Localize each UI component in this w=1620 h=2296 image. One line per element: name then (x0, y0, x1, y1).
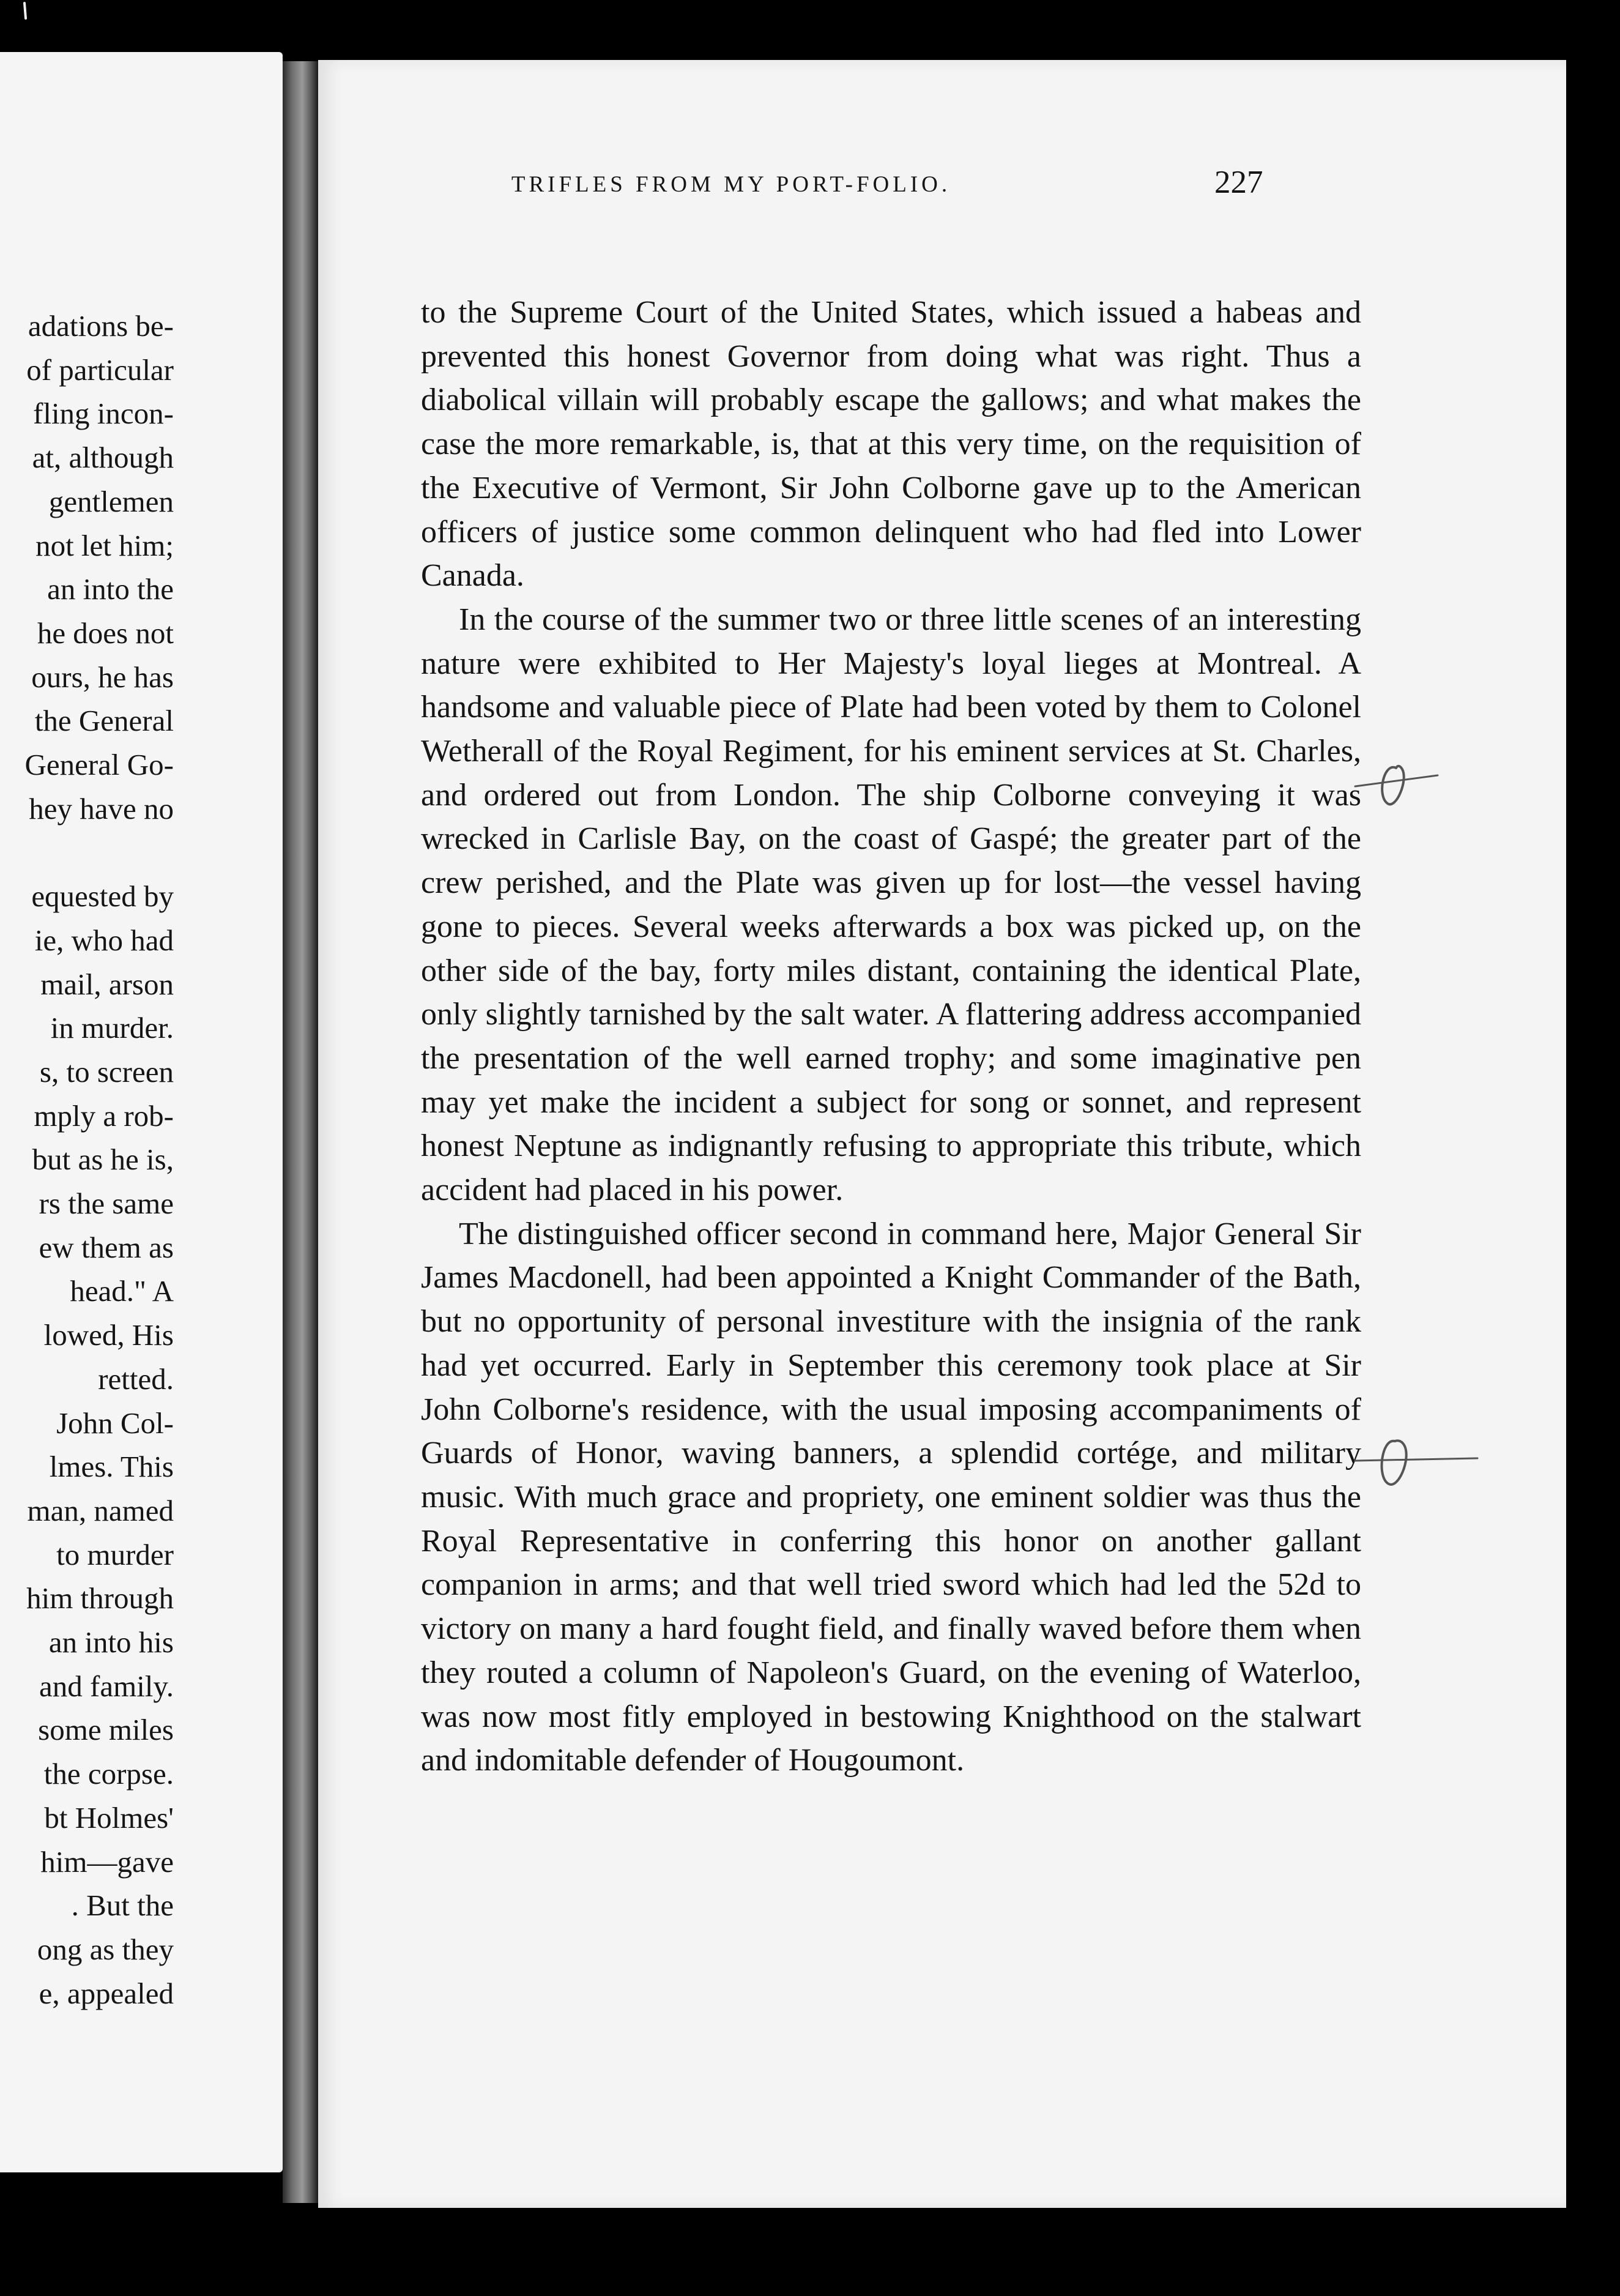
left-page-line: he does not (37, 616, 174, 650)
pencil-margin-mark-1 (1352, 744, 1444, 817)
paragraph-2: In the course of the summer two or three little scenes of an interesting nature were exhibited to Her Majesty's loyal lieges at Montreal. A handsome and valuable piece of Plate had been voted by them to Colonel Wetherall of the Royal Regiment, for his eminent services at St. Charles, and ordered out from London. The ship Colborne conveying it was wrecked in Carlisle Bay, on the coast of Gaspé; the greater part of the crew perished, and the Plate was given up for lost—the vessel having gone to pieces. Several weeks afterwards a box was picked up, on the other side of the bay, forty miles distant, containing the identical Plate, only slightly tarnished by the salt water. A flattering address accompanied the presentation of the well earned trophy; and some imaginative pen may yet make the incident a subject for song or sonnet, and represent honest Neptune as indignantly refusing to appropriate this tribute, which accident had placed in his power. (421, 602, 1361, 1208)
left-page-line: ie, who had (34, 923, 174, 957)
left-page-line: s, to screen (39, 1054, 174, 1089)
left-page-line: an into the (47, 572, 174, 606)
left-page-line: John Col- (56, 1406, 174, 1440)
left-page-line: General Go- (24, 748, 174, 781)
left-page-line: but as he is, (32, 1142, 174, 1177)
running-head: TRIFLES FROM MY PORT-FOLIO. (511, 172, 951, 197)
stray-mark-top-left (12, 0, 37, 31)
pencil-margin-mark-2 (1352, 1423, 1487, 1502)
left-page-line: retted. (98, 1362, 174, 1396)
left-page-line: an into his (48, 1625, 174, 1659)
left-page-line: ours, he has (31, 660, 174, 694)
left-page-line: rs the same (39, 1187, 174, 1220)
left-page-line: equested by (31, 879, 174, 914)
left-page-line: adations be- (28, 309, 174, 343)
paragraph-1: to the Supreme Court of the United States, which issued a habeas and prevented this honest Governor from doing what was right. Thus a diabolical villain will probably escape the gallows; and what makes the case the more remarkable, is, that at this very time, on the requisition of the Executive of Vermont, Sir John Colborne gave up to the American officers of justice some common delinquent who had fled into Lower Canada. (421, 295, 1361, 594)
left-facing-page (0, 52, 283, 2172)
left-page-line: lowed, His (43, 1318, 174, 1352)
left-page-line: gentlemen (48, 484, 174, 518)
left-page-line: lmes. This (49, 1450, 174, 1484)
left-page-line: head." A (70, 1274, 174, 1308)
left-page-line: in murder. (50, 1011, 174, 1045)
left-page-line: to murder (56, 1537, 174, 1571)
left-page-line: the corpse. (43, 1757, 174, 1791)
left-page-line: the General (34, 704, 174, 738)
left-page-line: e, appealed (39, 1976, 174, 2010)
left-page-line: mply a rob- (34, 1098, 174, 1133)
left-page-line: . But the (71, 1888, 174, 1923)
left-page-line: him through (26, 1581, 174, 1616)
left-page-line: some miles (38, 1713, 174, 1747)
left-page-line: at, although (32, 441, 174, 475)
book-gutter (283, 61, 318, 2203)
body-text (421, 291, 1361, 1783)
left-page-line: fling incon- (33, 397, 174, 431)
left-page-line: bt Holmes' (44, 1800, 174, 1835)
left-page-line: man, named (27, 1493, 174, 1527)
page-number: 227 (1214, 165, 1263, 200)
left-page-line: not let him; (35, 528, 174, 562)
left-page-line: and family. (39, 1669, 174, 1703)
paragraph-3: The distinguished officer second in command here, Major General Sir James Macdonell, had been appointed a Knight Commander of the Bath, but no opportunity of personal investiture with the insignia of the rank had yet occurred. Early in September this ceremony took place at Sir John Colborne's residence, with the usual imposing accompaniments of Guards of Honor, waving banners, a splendid cortége, and military music. With much grace and propriety, one eminent soldier was thus the Royal Representative in conferring this honor on another gallant companion in arms; and that well tried sword which had led the 52d to victory on many a hard fought field, and finally waved before them when they routed a column of Napoleon's Guard, on the evening of Waterloo, was now most fitly employed in bestowing Knighthood on the stalwart and indomitable defender of Hougoumont. (421, 1216, 1361, 1778)
left-page-line: ong as they (37, 1932, 174, 1966)
left-page-line: him—gave (40, 1844, 174, 1879)
left-page-line: ew them as (39, 1230, 174, 1264)
left-page-line: hey have no (29, 791, 174, 826)
left-page-line: of particular (26, 352, 174, 387)
left-page-line: mail, arson (40, 967, 174, 1001)
